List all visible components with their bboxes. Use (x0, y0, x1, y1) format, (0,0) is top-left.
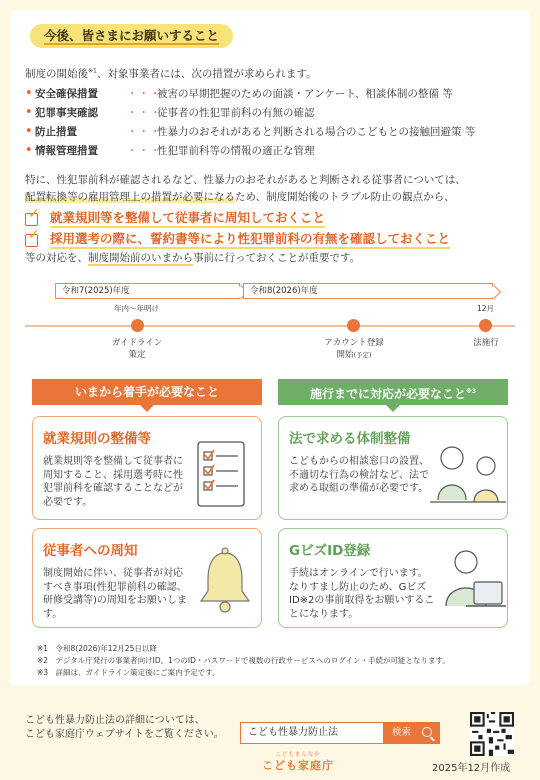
checklist-icon (190, 440, 252, 510)
agency-logo: こどもまんなか こども家庭庁 (262, 752, 334, 772)
timeline-event: アカウント登録 開始(予定) (324, 338, 384, 360)
consultation-icon (430, 440, 508, 512)
timeline-event: ガイドライン 策定 (111, 338, 163, 360)
timeline-fy2025: 令和7(2025)年度 (55, 283, 240, 299)
list-item: • 情報管理措置 ・・・ 性犯罪前科等の情報の適正な管理 (25, 143, 315, 158)
bullet-icon: • (25, 105, 33, 120)
column-header-now: いまから着手が必要なこと (32, 379, 262, 405)
timeline-event: 法施行 (473, 338, 499, 348)
timeline-dec-label: 12月 (477, 304, 495, 313)
search-box[interactable] (240, 722, 440, 744)
qr-code-icon[interactable] (470, 712, 514, 756)
bullet-icon: • (25, 86, 33, 101)
timeline-dot (131, 319, 144, 332)
timeline-dot (479, 319, 492, 332)
creation-date: 2025年12月作成 (432, 763, 511, 774)
check-item: ✓ 就業規則等を整備して従事者に周知しておくこと (25, 208, 325, 228)
check-item: ✓ 採用選考の際に、誓約書等により性犯罪前科の有無を確認しておくこと (25, 229, 450, 249)
search-button[interactable]: 検索 (383, 723, 439, 743)
card-gbizid: GビズID登録 手続はオンラインで行います。なりすまし防止のため、GビズID※2の事前取得をお願いすることになります。 (278, 528, 508, 628)
card-work-rules: 就業規則の整備等 就業規則等を整備して従事者に周知すること、採用選考時に性犯罪前科を確認することなどが必要です。 (32, 416, 262, 520)
checkbox-icon (25, 211, 42, 225)
list-item: • 安全確保措置 ・・・ 被害の早期把握のための面談・アンケート、相談体制の整備 等 (25, 86, 453, 101)
list-item: • 犯罪事実確認 ・・・ 従事者の性犯罪前科の有無の確認 (25, 105, 315, 120)
bell-icon (195, 545, 255, 617)
checkbox-icon (25, 232, 42, 246)
list-item: • 防止措置 ・・・ 性暴力のおそれがあると判断される場合のこどもとの接触回避策 等 (25, 124, 476, 139)
footnote: ※1 令和8(2026)年12月25日以降 (37, 644, 157, 653)
card-notify-staff: 従事者への周知 制度開始に伴い、従事者が対応すべき事項(性犯罪前科の確認、研修受講等)の周知をお願いします。 (32, 528, 262, 628)
action-paragraph: 等の対応を、制度開始前のいまから事前に行っておくことが重要です。 (25, 252, 361, 264)
bullet-icon: • (25, 143, 33, 158)
timeline-dot (347, 319, 360, 332)
timeline-line (25, 325, 515, 327)
website-guide: こども性暴力防止法の詳細については、 こども家庭庁ウェブサイトをご覧ください。 (25, 715, 224, 740)
measures-list (25, 84, 515, 160)
intro-text: 制度の開始後$^{※1}$、対象事業者には、次の措置が求められます。 (25, 67, 317, 80)
timeline-fy2026: 令和8(2026)年度 (243, 283, 493, 299)
search-icon (422, 727, 432, 737)
footnote: ※2 デジタル庁発行の事業者向けID。1つのID・パスワードで複数の行政サービスへのログイン・手続が可能となります。 (37, 656, 450, 665)
card-framework: 法で求める体制整備 こどもからの相談窓口の設置、不適切な行為の検討など、法で求める取組の準備が必要です。 (278, 416, 508, 520)
page-title: 今後、皆さまにお願いすること (30, 24, 233, 48)
laptop-user-icon (432, 548, 508, 620)
column-header-before-enforcement: 施行までに対応が必要なこと$^{※3}$ (278, 379, 508, 405)
explanation-paragraph: 特に、性犯罪前科が確認されるなど、性暴力のおそれがあると判断される従事者については、 配置転換等の雇用管理上の措置が必要になるため、制度開始後のトラブル防止の観点から、 (25, 174, 466, 203)
search-input[interactable]: こども性暴力防止法 (248, 727, 338, 738)
bullet-icon: • (25, 124, 33, 139)
timeline-early-label: 年内～年明け (114, 304, 159, 313)
footnote: ※3 詳細は、ガイドライン策定後にご案内予定です。 (37, 668, 220, 677)
